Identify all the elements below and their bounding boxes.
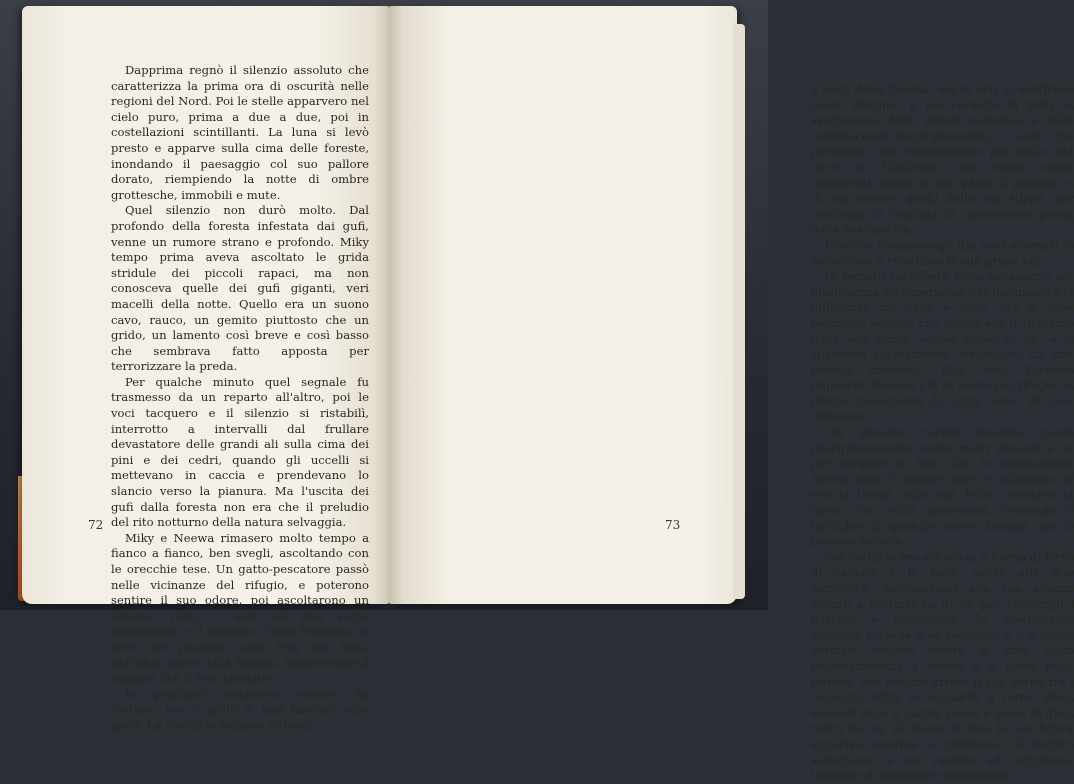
left-page-text bbox=[111, 63, 369, 734]
right-page-number: 73 bbox=[665, 518, 681, 532]
left-paragraph-5: In principio sembrava venisse da lontano: era il grido di lupi lanciati sulla pista. La caccia si volgeva altrove, bbox=[111, 686, 369, 732]
right-paragraph-3: In seguito sarebbero state necessarie più intelligenza ed esperienza per distinguere la differenza fra cane e lupo. Ma in quel momento sentiva che quello era il richiamo della sua razza: veniva verso di lui, e si spandeva rapidamente, irrobustito da una ferocia affamata. Non vide l'orsetto impaurito ficcarsi più in fondo nel rifugio; si drizzò incosciente di tutto, salvo di quel richiamo. bbox=[811, 269, 1074, 424]
right-page-text bbox=[811, 82, 1074, 784]
left-page bbox=[22, 6, 389, 732]
right-paragraph-2: L'istinto trasmessogli dai suoi antenati lo sollecitava a ricordare la sua prima età. bbox=[811, 237, 1074, 268]
right-paragraph-5: Già l'orda si era schierata a forma di ferro di cavallo e le fiere, poste alle due estremità, galoppavano alla sua altezza pronte a gettarsi su di lui per recidergli i garretti e abbatterlo. In quell'istante supremo tutte le gole tacevano e il giovane animale sentiva venire la fine. Voltò disperatamente a destra e si gettò nella foresta. Nel sentire urtare il suo corpo fra i cespugli, Miky si acquattò a terra. Dieci secondi dopo il caribù passò a meno di dieci metri da lui; al chiaro di luna la sua figura appariva enorme e grottesca, il respiro somigliava a un rantolo ed esprimeva l'affanno di una morte imminente. bbox=[811, 549, 1074, 783]
right-paragraph-1: a nord della foresta, ma le urla si sentirono molto distinte, e nel cervello di Miky si svegliarono delle visioni nebulose e delle reminiscenze incomprensibili. I suoni che percepiva non somigliavano per nulla alla voce di Challoner, ma erano suoni conosciuti, quelli di suo padre il gigante, e di sua madre; quelli della sua stirpe, per centinaia di migliaia di generazioni prima della sua nascita. bbox=[811, 82, 1074, 237]
page-edges bbox=[733, 24, 745, 599]
open-book bbox=[14, 6, 1074, 783]
left-paragraph-1: Dapprima regnò il silenzio assoluto che caratterizza la prima ora di oscurità nelle regioni del Nord. Poi le stelle apparvero nel cielo puro, prima a due a due, poi in costellazioni scintillanti. La luna si levò presto e apparve sulla cima delle foreste, inondando il paesaggio col suo pallore dorato, riempiendo la notte di ombre grottesche, immobili e mute. bbox=[111, 63, 369, 202]
left-paragraph-2: Quel silenzio non durò molto. Dal profondo della foresta infestata dai gufi, venne un rumore strano e profondo. Miky tempo prima aveva ascoltato le grida stridule dei piccoli rapaci, ma non conosceva quelle dei gufi giganti, veri macelli della notte. Quello era un suono cavo, rauco, un gemito piuttosto che un grido, un lamento così breve e così basso che sembrava fatto apposta per terrorizzare la preda. bbox=[111, 203, 369, 374]
left-paragraph-4: Miky e Neewa rimasero molto tempo a fianco a fianco, ben svegli, ascoltando con le orecchie tese. Un gatto-pescatore passò nelle vicinanze del rifugio, e poterono sentire il suo odore, poi ascoltarono un lontano tuffo, i salti di una volpe impaziente e il mugolio d'una femmina di alce che passava sulla riva del lago, dall'altra parte della foresta. Infine venne il segnale che li fece trasalire. bbox=[111, 530, 369, 686]
left-page-number: 72 bbox=[88, 518, 104, 532]
left-paragraph-3: Per qualche minuto quel segnale fu trasmesso da un reparto all'altro, poi le voci tacquero e il silenzio si ristabilì, interrotto a intervalli dal frullare devastatore delle grandi ali sulla cima dei pini e dei cedri, quando gli uccelli si mettevano in caccia e prendevano lo slancio verso la pianura. Ma l'uscita dei gufi dalla foresta non era che il preludio del rito notturno della natura selvaggia. bbox=[111, 374, 369, 530]
right-page bbox=[389, 6, 1074, 783]
right-paragraph-4: Un giovane caribù maschio passò precipitosamente cento metri davanti a lui per sfuggire ai lupi che lo inseguivano. Aveva ormai il respiro corto e affannato ed era al limite delle sue forze, sondava la notte con occhi spaventati, cercando il luccichio di qualche corso d'acqua che lo potesse salvare. bbox=[811, 425, 1074, 549]
